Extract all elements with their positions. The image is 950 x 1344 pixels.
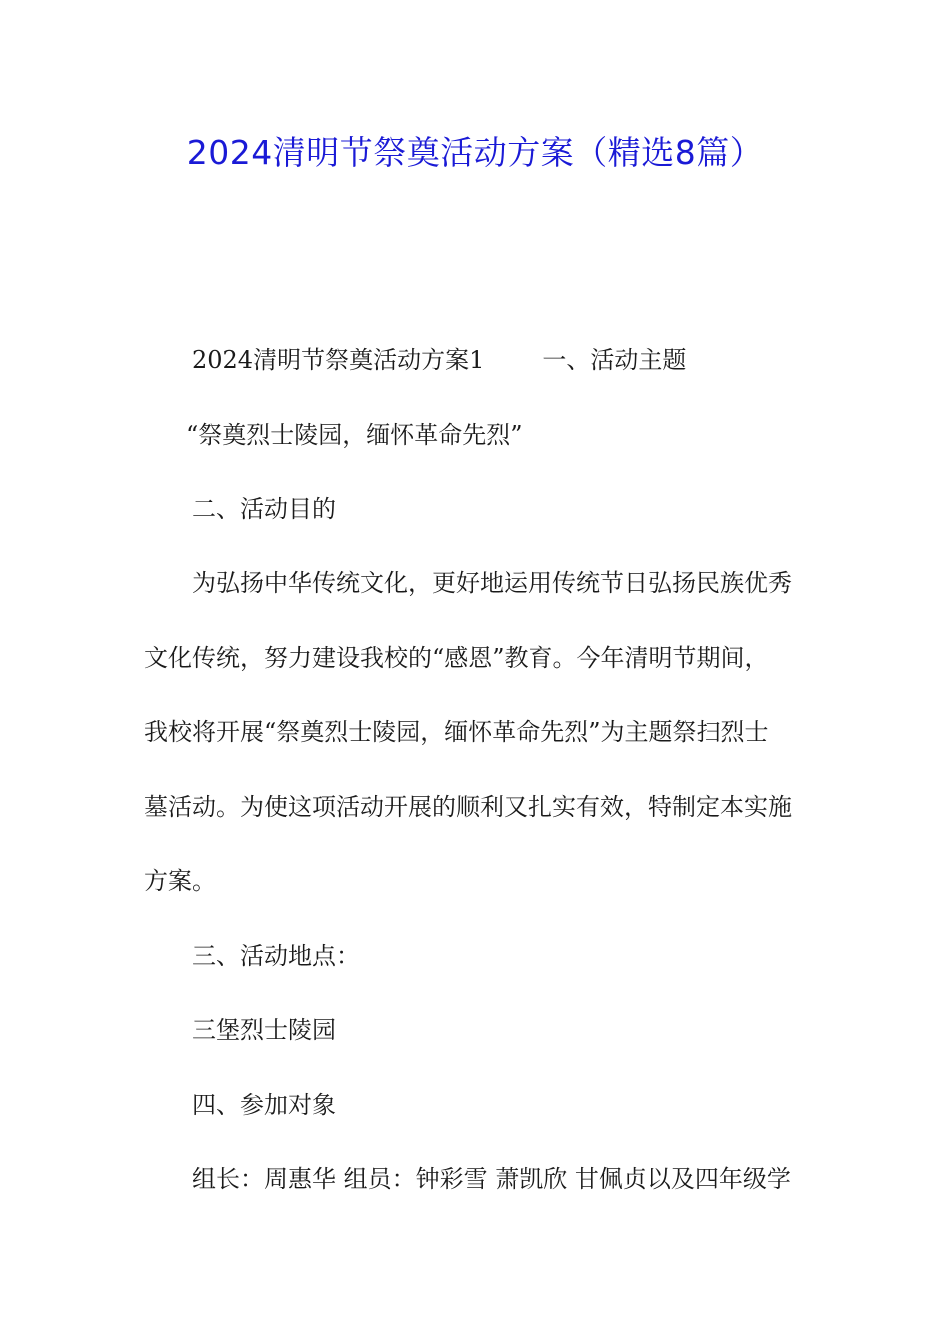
section-heading: 四、参加对象 — [192, 1091, 336, 1119]
plan-subtitle: 2024清明节祭奠活动方案1 — [192, 346, 485, 374]
section-heading-line — [192, 343, 686, 377]
paragraph-line: 为弘扬中华传统文化，更好地运用传统节日弘扬民族优秀 — [192, 569, 792, 597]
section-heading: 三、活动地点： — [192, 942, 360, 970]
section-heading: 二、活动目的 — [192, 495, 336, 523]
paragraph-line: 三堡烈士陵园 — [192, 1016, 336, 1044]
paragraph-line: 我校将开展“祭奠烈士陵园，缅怀革命先烈”为主题祭扫烈士 — [144, 718, 769, 746]
document-title: 2024清明节祭奠活动方案（精选8篇） — [186, 133, 764, 172]
section-heading: 一、活动主题 — [542, 346, 687, 374]
theme-quote: “祭奠烈士陵园，缅怀革命先烈” — [186, 421, 523, 449]
paragraph-line: 墓活动。为使这项活动开展的顺利又扎实有效，特制定本实施 — [144, 793, 792, 821]
paragraph-line: 方案。 — [144, 867, 216, 895]
paragraph-line: 文化传统，努力建设我校的“感恩”教育。今年清明节期间， — [144, 644, 769, 672]
paragraph-line: 组长：周惠华 组员：钟彩雪 萧凯欣 甘佩贞以及四年级学 — [192, 1165, 791, 1193]
